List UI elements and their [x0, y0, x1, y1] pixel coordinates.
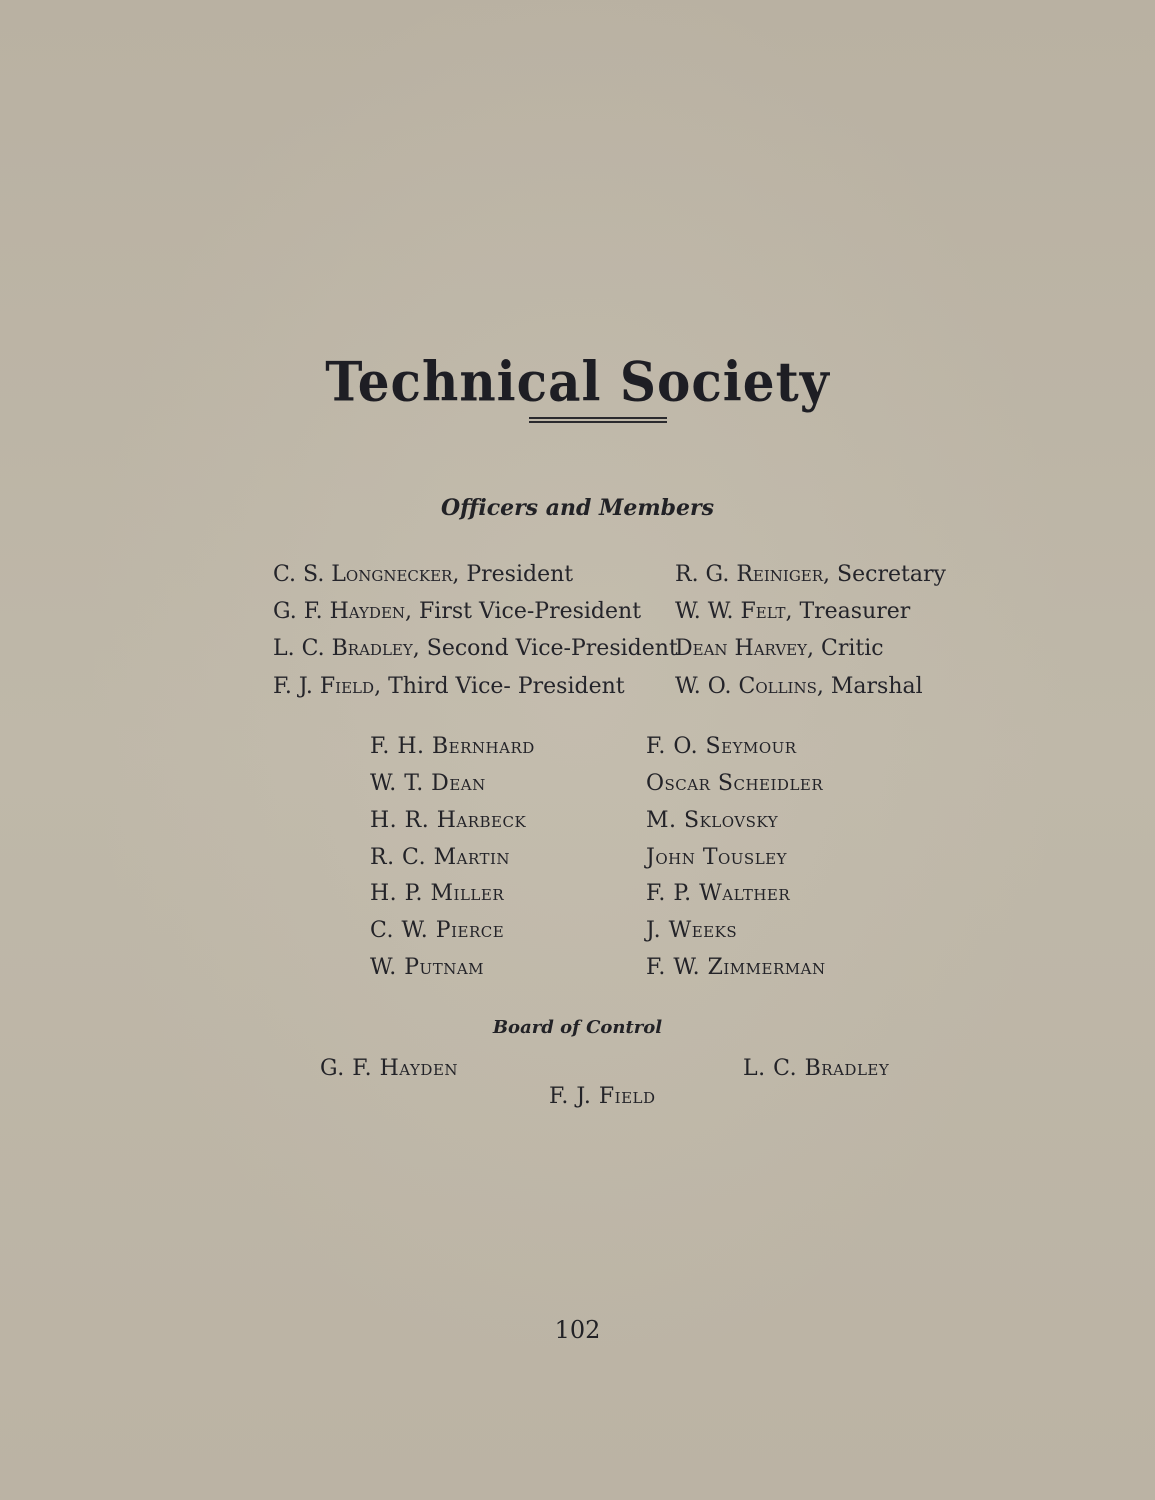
- member-name: H. R. Harbeck: [370, 808, 527, 833]
- officer-name: W. O. Collins: [675, 674, 817, 699]
- member-name: F. P. Walther: [646, 881, 791, 906]
- officer-role: Critic: [821, 636, 884, 661]
- member-name: C. W. Pierce: [370, 918, 505, 943]
- officer-role: President: [466, 562, 574, 587]
- officer-name: C. S. Longnecker: [273, 562, 453, 587]
- officer-role: Second Vice-President: [426, 636, 678, 661]
- member-name: F. H. Bernhard: [370, 734, 535, 759]
- officer-entry: Dean Harvey, Critic: [675, 636, 884, 661]
- officer-name: G. F. Hayden: [273, 599, 406, 624]
- officer-entry: W. O. Collins, Marshal: [675, 674, 923, 699]
- officer-role: First Vice-President: [419, 599, 642, 624]
- officer-entry: L. C. Bradley, Second Vice-President: [273, 636, 678, 661]
- member-name: Oscar Scheidler: [646, 771, 824, 796]
- officer-entry: C. S. Longnecker, President: [273, 562, 574, 587]
- member-name: F. O. Seymour: [646, 734, 797, 759]
- member-name: M. Sklovsky: [646, 808, 779, 833]
- board-heading: Board of Control: [492, 1017, 663, 1038]
- officer-name: F. J. Field: [273, 674, 375, 699]
- page-number: 102: [554, 1316, 601, 1344]
- member-name: John Tousley: [646, 845, 788, 870]
- officer-entry: W. W. Felt, Treasurer: [675, 599, 911, 624]
- title-underline: [529, 417, 667, 423]
- board-member: L. C. Bradley: [743, 1056, 890, 1081]
- officers-heading: Officers and Members: [440, 495, 715, 521]
- officer-name: Dean Harvey: [675, 636, 808, 661]
- member-name: F. W. Zimmerman: [646, 955, 826, 980]
- board-member: G. F. Hayden: [320, 1056, 459, 1081]
- member-name: W. Putnam: [370, 955, 485, 980]
- member-name: W. T. Dean: [370, 771, 486, 796]
- member-name: R. C. Martin: [370, 845, 511, 870]
- officer-entry: F. J. Field, Third Vice- President: [273, 674, 625, 699]
- officer-role: Third Vice- President: [388, 674, 625, 699]
- officer-role: Treasurer: [799, 599, 911, 624]
- officer-name: L. C. Bradley: [273, 636, 413, 661]
- officer-role: Marshal: [830, 674, 923, 699]
- officer-role: Secretary: [837, 562, 946, 587]
- officer-name: R. G. Reiniger: [675, 562, 824, 587]
- member-name: H. P. Miller: [370, 881, 505, 906]
- officer-entry: G. F. Hayden, First Vice-President: [273, 599, 642, 624]
- officer-name: W. W. Felt: [675, 599, 786, 624]
- member-name: J. Weeks: [646, 918, 738, 943]
- page-title: Technical Society: [325, 349, 830, 414]
- officer-entry: R. G. Reiniger, Secretary: [675, 562, 946, 587]
- board-member: F. J. Field: [549, 1084, 656, 1109]
